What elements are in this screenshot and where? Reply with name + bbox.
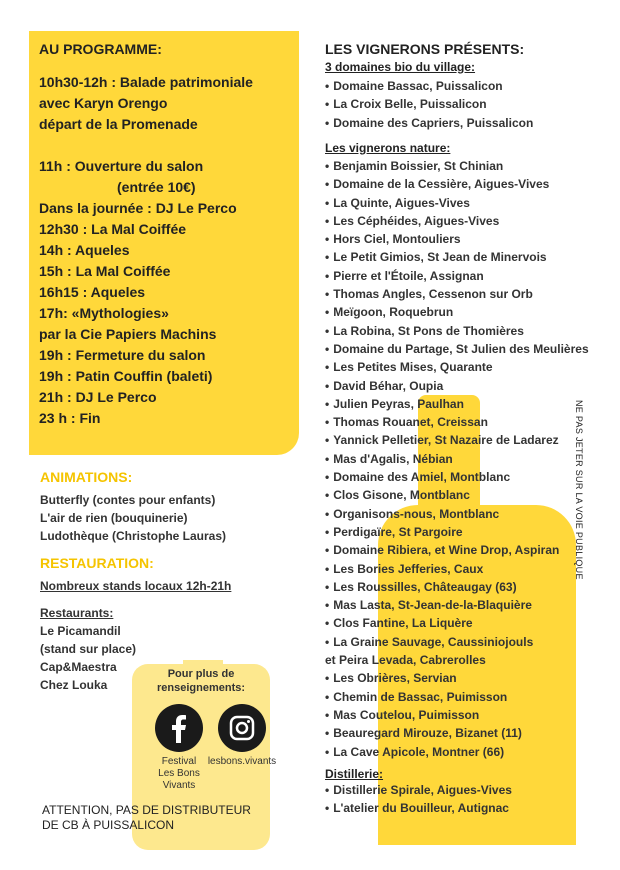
vigneron-item (325, 77, 533, 95)
vigneron-item (325, 578, 589, 596)
vigneron-label: Distillerie Spirale, Aigues-Vives (333, 783, 512, 797)
program-item: 17h: «Mythologies» (39, 305, 169, 321)
bullet-icon: • (325, 524, 330, 539)
vigneron-label: Meïgoon, Roquebrun (333, 305, 454, 320)
vigneron-label: Chemin de Bassac, Puimisson (333, 689, 508, 704)
vigneron-item (325, 781, 512, 799)
bullet-icon: • (325, 232, 330, 247)
vigneron-item (325, 175, 589, 193)
vigneron-item (325, 541, 589, 559)
animations-title: ANIMATIONS: (40, 469, 133, 485)
vigneron-item (325, 322, 589, 340)
vigneron-item (325, 486, 589, 504)
vigneron-item (325, 285, 589, 303)
vigneron-label: L'atelier du Bouilleur, Autignac (333, 801, 509, 816)
bullet-icon: • (325, 801, 330, 816)
vigneron-label: Les Petites Mises, Quarante (333, 360, 493, 375)
animation-item: Ludothèque (Christophe Lauras) (40, 529, 226, 543)
vigneron-label: Clos Gisone, Montblanc (333, 488, 470, 503)
bullet-icon: • (325, 79, 330, 93)
animations-list (40, 491, 226, 545)
program-item: 15h : La Mal Coiffée (39, 263, 171, 279)
bio-list (325, 77, 533, 132)
program-item: par la Cie Papiers Machins (39, 326, 217, 342)
vigneron-label: Le Petit Gimios, St Jean de Minervois (333, 250, 547, 265)
bullet-icon: • (325, 360, 330, 375)
vigneron-item (325, 505, 589, 523)
vigneron-item (325, 669, 589, 687)
vigneron-label: La Quinte, Aigues-Vives (333, 195, 470, 210)
bullet-icon: • (325, 159, 330, 173)
vigneron-label: La Robina, St Pons de Thomières (333, 323, 524, 338)
vigneron-item (325, 230, 589, 248)
info-title (132, 667, 270, 695)
vignerons-title: LES VIGNERONS PRÉSENTS: (325, 41, 525, 57)
info-title-line: Pour plus de (167, 668, 235, 680)
vigneron-label: La Cave Apicole, Montner (66) (333, 744, 505, 759)
vigneron-item (325, 633, 589, 651)
vigneron-item (325, 596, 589, 614)
bullet-icon: • (325, 97, 330, 112)
bullet-icon: • (325, 671, 330, 686)
vigneron-item (325, 450, 589, 468)
bullet-icon: • (325, 287, 330, 302)
program-item: 10h30-12h : Balade patrimoniale (39, 74, 253, 90)
bullet-icon: • (325, 488, 330, 503)
bullet-icon: • (325, 115, 330, 130)
bullet-icon: • (325, 783, 330, 797)
restaurant-item: Le Picamandil (40, 624, 121, 638)
vigneron-item (325, 157, 589, 175)
vigneron-item (325, 706, 589, 724)
facebook-icon (166, 713, 192, 743)
vigneron-label: Organisons-nous, Montblanc (333, 506, 500, 521)
bullet-icon: • (325, 451, 330, 466)
vigneron-item (325, 358, 589, 376)
program-item: 12h30 : La Mal Coiffée (39, 221, 187, 237)
vigneron-item (325, 377, 589, 395)
program-item: avec Karyn Orengo (39, 95, 168, 111)
vigneron-item (325, 212, 589, 230)
program-item: 21h : DJ Le Perco (39, 389, 157, 405)
vigneron-label: Domaine Ribiera, et Wine Drop, Aspiran (333, 543, 560, 558)
program-box (29, 31, 299, 455)
bullet-icon: • (325, 707, 330, 722)
vigneron-label: Thomas Rouanet, Creissan (333, 415, 488, 430)
caption-line: Vivants (162, 780, 196, 791)
bullet-icon: • (325, 689, 330, 704)
warning-text (42, 803, 251, 833)
bullet-icon: • (325, 250, 330, 265)
animation-item: Butterfly (contes pour enfants) (40, 493, 216, 507)
distillerie-list (325, 781, 512, 818)
vigneron-item (325, 614, 589, 632)
warning-line: ATTENTION, PAS DE DISTRIBUTEUR (42, 803, 251, 817)
bullet-icon: • (325, 195, 330, 210)
stands-text: Nombreux stands locaux 12h-21h (40, 579, 232, 593)
caption-line: Les Bons (158, 768, 200, 779)
vigneron-label: Beauregard Mirouze, Bizanet (11) (333, 726, 522, 741)
vigneron-item (325, 395, 589, 413)
vigneron-label: Yannick Pelletier, St Nazaire de Ladarez (333, 433, 559, 448)
vigneron-item (325, 267, 589, 285)
vigneron-label: La Graine Sauvage, Caussiniojouls (333, 634, 534, 649)
vigneron-item (325, 743, 589, 761)
restaurant-item: Cap&Maestra (40, 660, 117, 674)
vigneron-label: Domaine des Amiel, Montblanc (333, 470, 511, 485)
vigneron-label: Mas d'Agalis, Nébian (333, 451, 453, 466)
vigneron-item (325, 248, 589, 266)
vigneron-label: Clos Fantine, La Liquère (333, 616, 473, 631)
vigneron-label: Les Roussilles, Châteaugay (63) (333, 579, 517, 594)
vertical-note: NE PAS JETER SUR LA VOIE PUBLIQUE (574, 400, 584, 580)
bullet-icon: • (325, 579, 330, 594)
vigneron-label: Hors Ciel, Montouliers (333, 232, 461, 247)
vigneron-label: Les Bories Jefferies, Caux (333, 561, 484, 576)
bullet-icon: • (325, 506, 330, 521)
vigneron-item (325, 523, 589, 541)
vigneron-item (325, 651, 589, 669)
bio-title: 3 domaines bio du village: (325, 60, 476, 74)
bullet-icon: • (325, 396, 330, 411)
program-item: 11h : Ouverture du salon (39, 158, 204, 174)
restaurant-item: Chez Louka (40, 678, 108, 692)
bullet-icon: • (325, 744, 330, 759)
bullet-icon: • (325, 470, 330, 485)
warning-line: DE CB À PUISSALICON (42, 818, 175, 832)
vigneron-item (325, 413, 589, 431)
nature-title: Les vignerons nature: (325, 141, 451, 155)
program-item: 19h : Fermeture du salon (39, 347, 206, 363)
program-list (39, 72, 253, 429)
vigneron-label: Les Obrières, Servian (333, 671, 457, 686)
bullet-icon: • (325, 268, 330, 283)
instagram-caption: lesbons.vivants (207, 756, 277, 767)
instagram-icon (228, 714, 256, 742)
program-item: 16h15 : Aqueles (39, 284, 146, 300)
bullet-icon: • (325, 177, 330, 192)
restaurants-list (40, 622, 136, 694)
nature-list (325, 157, 589, 761)
vigneron-label: Domaine Bassac, Puissalicon (333, 79, 503, 93)
vigneron-label: David Béhar, Oupia (333, 378, 444, 393)
vigneron-label: Perdigaïre, St Pargoire (333, 524, 463, 539)
vigneron-label: et Peira Levada, Cabrerolles (325, 653, 486, 668)
program-gap (39, 135, 253, 156)
vigneron-label: Thomas Angles, Cessenon sur Orb (333, 287, 533, 302)
program-item: 23 h : Fin (39, 410, 101, 426)
vigneron-item (325, 340, 589, 358)
vigneron-label: Mas Coutelou, Puimisson (333, 707, 480, 722)
bullet-icon: • (325, 616, 330, 631)
bullet-icon: • (325, 341, 330, 356)
vigneron-label: La Croix Belle, Puissalicon (333, 97, 487, 112)
vigneron-label: Les Céphéides, Aigues-Vives (333, 213, 500, 228)
vigneron-item (325, 431, 589, 449)
vigneron-item (325, 799, 512, 817)
restauration-title: RESTAURATION: (40, 555, 154, 571)
restaurants-title: Restaurants: (40, 606, 114, 620)
bullet-icon: • (325, 726, 330, 741)
bullet-icon: • (325, 378, 330, 393)
program-item: 14h : Aqueles (39, 242, 130, 258)
program-item: départ de la Promenade (39, 116, 198, 132)
vigneron-item (325, 688, 589, 706)
facebook-caption (149, 756, 209, 792)
vigneron-item (325, 194, 589, 212)
vigneron-item (325, 468, 589, 486)
facebook-button[interactable] (155, 704, 203, 752)
bullet-icon: • (325, 433, 330, 448)
vigneron-label: Mas Lasta, St-Jean-de-la-Blaquière (333, 598, 532, 613)
bullet-icon: • (325, 598, 330, 613)
animation-item: L'air de rien (bouquinerie) (40, 511, 188, 525)
vigneron-item (325, 303, 589, 321)
vigneron-label: Domaine du Partage, St Julien des Meulières (333, 341, 589, 356)
vigneron-label: Benjamin Boissier, St Chinian (333, 159, 504, 173)
instagram-button[interactable] (218, 704, 266, 752)
vigneron-label: Julien Peyras, Paulhan (333, 396, 464, 411)
vigneron-label: Pierre et l'Étoile, Assignan (333, 268, 484, 283)
bullet-icon: • (325, 634, 330, 649)
bullet-icon: • (325, 415, 330, 430)
bullet-icon: • (325, 561, 330, 576)
caption-line: Festival (161, 756, 197, 767)
vigneron-item (325, 95, 533, 113)
bullet-icon: • (325, 213, 330, 228)
program-item: (entrée 10€) (117, 179, 196, 195)
vigneron-item (325, 724, 589, 742)
bullet-icon: • (325, 543, 330, 558)
vigneron-label: Domaine des Capriers, Puissalicon (333, 115, 534, 130)
vigneron-item (325, 560, 589, 578)
program-item: 19h : Patin Couffin (baleti) (39, 368, 213, 384)
vigneron-item (325, 114, 533, 132)
program-title: AU PROGRAMME: (39, 41, 162, 57)
restaurant-item: (stand sur place) (40, 642, 137, 656)
bullet-icon: • (325, 323, 330, 338)
vigneron-label: Domaine de la Cessière, Aigues-Vives (333, 177, 550, 192)
program-item: Dans la journée : DJ Le Perco (39, 200, 237, 216)
bullet-icon: • (325, 305, 330, 320)
distillerie-title: Distillerie: (325, 767, 384, 781)
info-title-line: renseignements: (156, 682, 246, 694)
